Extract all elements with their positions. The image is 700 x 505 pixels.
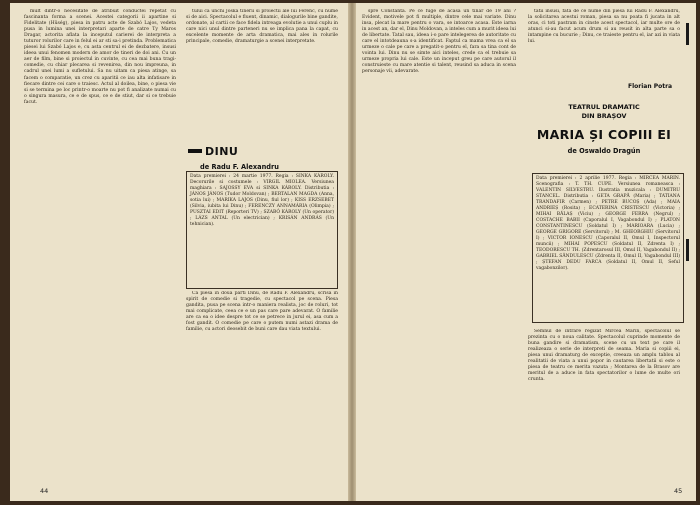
maria-credits-box xyxy=(532,173,684,323)
right-column-1-text: spre Constanta. Pe ce fuge de acasa un tinar de 19 ani ? Evident, motivele pot fi multiple, dintre cele mai variate. Dinu insa, plecat la mare pentru o vara, se intoarce acasa. Este iarna in acest an, dar el, Dinu Moldovan, a inteles cum a murit ideea lui de libertate. Tatal sau, ideea i-o pare intelegerea de autoritate cu care el intotdeauna s-a identificat. Faptul ca mama vrea ca el sa urmeze o cale pe care a pregatit-o pentru el, fara sa tina cont de vointa lui. Dinu nu se simte aici inteles, crede ca el trebuie sa urmeze propria lui cale. Este un inceput greu pe care autorul il construieste cu mare atentie si talent, reusind sa aduca in scena personaje vii, adevarate. xyxy=(362,9,516,75)
theatre-line-1: TEATRUL DRAMATIC xyxy=(568,103,640,111)
maria-review-text: Semnul de intrare regizat Mircea Marin, spectacolul se prezinta cu o noua calitate. Spectacolul cuprinde momente de buna gandire si dramatism, scene cu un text pe care il realizeaza o serie de interpreti de seama. Maria si copiii ei, piesa unui dramaturg de exceptie, creeaza un amplu tablou al realitatii de viata a unui popor in cautarea libertatii si este o piesa de teatru ce merita vazuta ; Montarea de la Brasov are meritul de a aduce in fata spectatorilor o lume de multe ori crunta. xyxy=(528,329,680,383)
dinu-byline: de Radu F. Alexandru xyxy=(200,163,279,171)
maria-byline: de Oswaldo Dragún xyxy=(567,147,641,155)
left-page xyxy=(10,3,348,501)
maria-heading xyxy=(528,103,680,155)
left-column-1 xyxy=(24,9,176,479)
magazine-spread xyxy=(10,3,696,501)
page-number-right: 45 xyxy=(674,487,683,495)
maria-title: MARIA ȘI COPIII EI xyxy=(536,127,672,142)
dinu-credits-text: Data premierei : 24 martie 1977. Regia : SINKA KÁROLY. Decorurile si costumele : VIRGIL MIOLEA. Versiunea maghiara : SAJOSSY EVA si SINKA KÁROLY. Distributia : JÁNOS JÁNOS (Tudor Moldovan) ; BERTALAN MAGDA (Anna, sotia lui) ; MARIKA LAJOS (Dinu, fiul lor) ; KISS ERZSEBET (Silvia, iubita lui Dinu) ; FERENCZY ANNAMÁRIA (Olimpia) ; PUSZTAI EDIT (Reporteri TV) ; SZABÓ KÁROLY (Un operator) ; LÁZS ANTAL (Un electrician) ; KRISÁN ANDRÁS (Un tehnician). xyxy=(190,174,334,227)
left-column-2-intro xyxy=(186,9,338,57)
page-number-left: 44 xyxy=(40,487,49,495)
heading-bar-icon xyxy=(188,149,202,153)
left-column-1-text: mult dintr-o necesitate de atribuit conductei repetat cu fascinanta forma a scenei. Acestei categorii ii apartine si Fidelitate (Hûség), piesa in patru acte de Szabó Lajos, vedeta pusa in lumina unei interpretari aparte de catre Ty Maros Dragar, actorita aflata la inceputul carierei de interpreta a tuturor rolurilor care in felul ei ar sti sa-i pretinda. Problematica piesei lui Szabó Lajos e, cu asta centrul ei de dezbatere, insusi ideea unui fenomen modern de amor de tineri de doi ani. Cu un aer de film, bine si proiectul in cuvinte, cu cea mai buna tragi-comedie, cu chiar plecarea si revenirea, din nou impreuna, in cadrul unei lumi a sufletului. Sa nu uitam ca piesa atinge, sa facem o comparatie, un crez cu aparitii ce iau alta infatisare in fiecare dintre cei care o traiesc. Actul al doilea, bine, o piesa vie si se termina pe loc printr-o moarte nu pot fi analizate numai cu o singura masura, ce e de spus, ce e de stiut, dar si ce trebuie facut. xyxy=(24,9,176,105)
right-column-2-text: tatii insusi, fata de ce nume din piesa lui Radu F. Alexandru, la solicitarea acestui roman, piesa sa nu poata fi jucata in alt oras, ci toti pastram in cinste acest spectacol, iar multe ore de atunci si-au facut acum drum si au reusit in alta parte sa o intampine cu bucurie ; Dinu, ce traieste pentru el, iar azi in viata lui. xyxy=(528,9,680,45)
theatre-line-2: DIN BRAȘOV xyxy=(581,112,627,120)
maria-credits-text: Data premierei : 2 aprilie 1977. Regia : MIRCEA MARIN. Scenografia : T. TH. CUPE. Versiunea romaneasca : VALENTIN SILVESTRU. Ilustratia muzicala : DUMITRU STANCEL. Distributia : GETA GRAPĂ (Maria) ; TATIANA TRANDAFIR (Carmen) ; PETRE BUCOȘ (Ada) ; MAIA ANDRIEȘ (Rosita) ; ECATERINA CRISTESCU (Victoria) ; MIHAI BĂLAȘ (Viciu) ; GEORGE FERRA (Negrul) ; COSTACHE BABII (Caporalul I, Vagabondul I) ; PLATON CONSTANTINESCU (Soldatul I) ; MARIOARA (Lucia) ; GEORGE GRIGORE (Servitorul) ; M. GHEORGHIU (Servitorul I) ; VICTOR IONESCU (Caporalul II, Omul I, Inspectorul muncii) ; MIHAI POPESCU (Soldatul II, Zdrenta I) ; TEODORESCU TH. (Zdrentarosul III, Omul II, Vagabondul II) ; GABRIEL SĂNDULESCU (Zdrenta II, Omul II, Vagabondul III) ; ȘTEFAN DEDU FARCA (Soldatul II, Omul II, Seful vagabonzilor). xyxy=(536,176,680,271)
maria-review xyxy=(528,329,680,477)
right-page xyxy=(356,3,696,501)
right-column-1 xyxy=(362,9,516,479)
dinu-title: DINU xyxy=(205,145,239,158)
critic-signature: Florian Potra xyxy=(628,83,673,90)
dinu-credits-box xyxy=(186,171,338,289)
margin-edge-mark-2 xyxy=(686,239,689,261)
left-column-2-text: tului ca unchi Jóska tinerii si proiectii ale lui Ferenc, cu nume si de aici. Spectacolul e fluent, dinamic, dialogurile bine gandite, ordonate, al cartii ce face fidela intreaga evolutie a unui cuplu in care nici unul dintre parteneri nu se implica pana la capat, cu excelente momente de arta dramatica, mai ales in rolurile principale, comedie, dramaturgie a scenei interpretate. xyxy=(186,9,338,45)
dinu-review xyxy=(186,291,338,477)
right-column-2-intro xyxy=(528,9,680,77)
page-gutter xyxy=(348,3,356,501)
dinu-review-text: Ca piesa in doua parti Dinu, de Radu F. Alexandru, scrisa in spirit de comedie si tragedie, cu spectacol pe scena. Piesa gandita, pusa pe scena intr-o maniera realista, joc de roluri, tot mai complicate, ceea ce e un pas care pare adevarat. O familie are ca ea o idee despre tot ce se petrece in jurul ei, asa cum a fost gandit. O comedie pe care o putem numi astazi drama de familie, cu actori deosebit de buni care dau viata textului. xyxy=(186,291,338,333)
dinu-heading xyxy=(188,140,338,171)
margin-edge-mark xyxy=(686,23,689,45)
